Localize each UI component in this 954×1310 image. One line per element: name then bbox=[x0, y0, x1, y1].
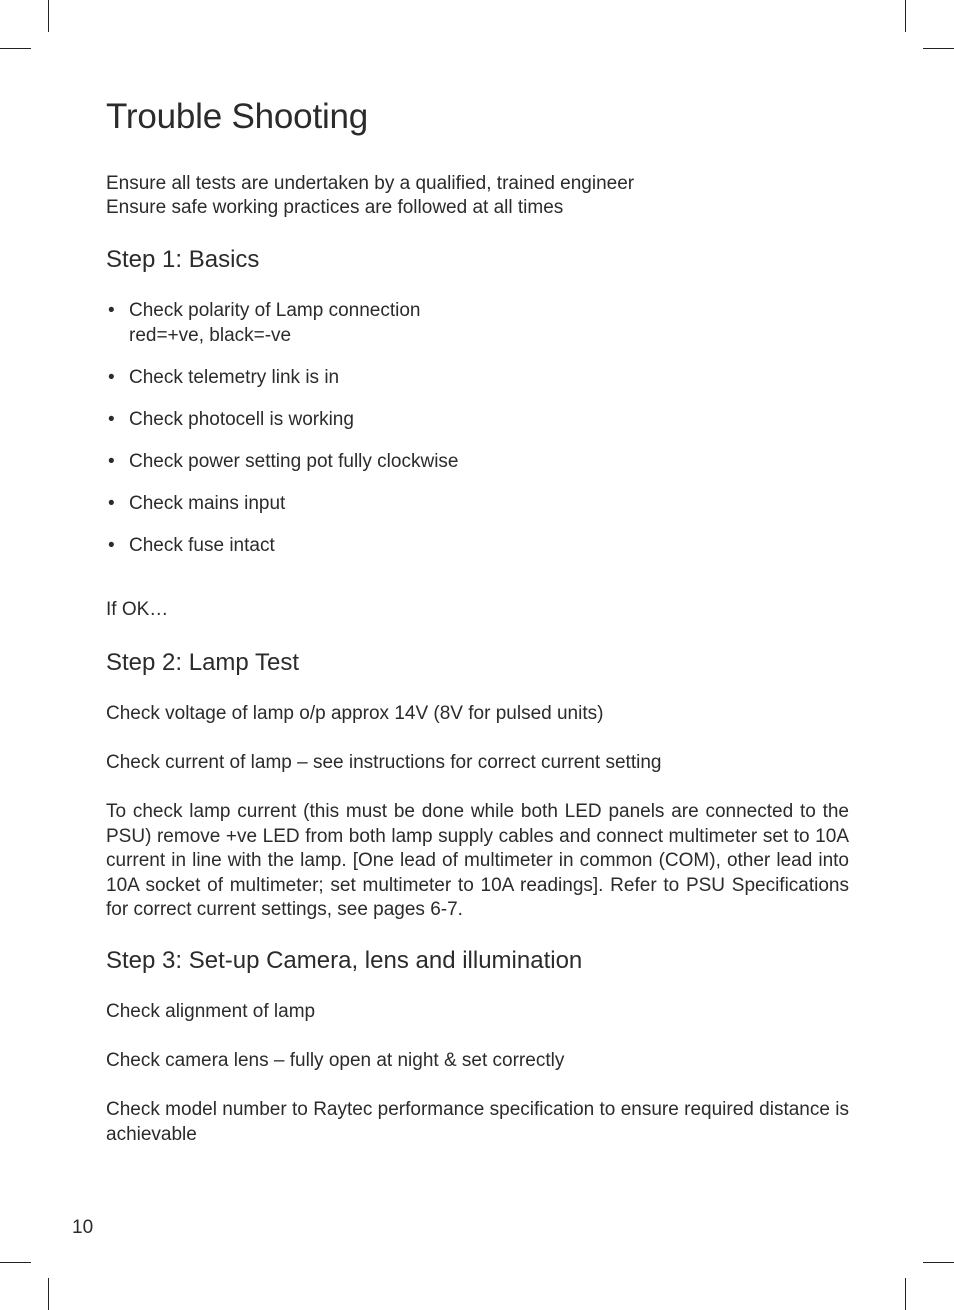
list-item bbox=[106, 408, 458, 433]
step2-paragraph: To check lamp current (this must be done while both LED panels are connected to the PSU) remove +ve LED from both lamp supply cables and connect multimeter set to 10A current in line with the lamp. [One lead of multimeter in common (COM), other lead into 10A socket of multimeter; set multimeter to 10A readings]. Refer to PSU Specifications for correct current settings, see pages 6-7. bbox=[106, 801, 849, 920]
step3-paragraph: Check model number to Raytec performance specification to ensure required distance is achievable bbox=[106, 1099, 849, 1145]
list-item-text: Check mains input bbox=[129, 492, 286, 514]
list-item-text: Check fuse intact bbox=[129, 534, 275, 556]
list-item-text: Check power setting pot fully clockwise bbox=[129, 450, 459, 472]
bullet-icon: • bbox=[108, 534, 115, 556]
intro-text bbox=[106, 172, 634, 220]
page-title: Trouble Shooting bbox=[106, 97, 369, 136]
step2-paragraph: Check voltage of lamp o/p approx 14V (8V for pulsed units) bbox=[106, 703, 604, 724]
list-item bbox=[106, 299, 458, 348]
step3-heading: Step 3: Set-up Camera, lens and illumination bbox=[106, 947, 583, 974]
bullet-icon: • bbox=[108, 450, 115, 472]
list-item-text: Check polarity of Lamp connection bbox=[129, 300, 421, 321]
step1-heading: Step 1: Basics bbox=[106, 246, 260, 273]
list-item bbox=[106, 492, 458, 517]
list-item-text: Check photocell is working bbox=[129, 408, 354, 430]
page-number: 10 bbox=[72, 1217, 94, 1238]
step1-followup: If OK… bbox=[106, 599, 169, 620]
crop-mark bbox=[48, 0, 49, 32]
crop-mark bbox=[923, 1262, 954, 1263]
crop-mark bbox=[905, 0, 906, 32]
list-item bbox=[106, 366, 458, 391]
crop-mark bbox=[48, 1278, 49, 1310]
step2-paragraph: Check current of lamp – see instructions for correct current setting bbox=[106, 752, 662, 773]
step2-heading: Step 2: Lamp Test bbox=[106, 649, 300, 676]
bullet-icon: • bbox=[108, 492, 115, 514]
crop-mark bbox=[905, 1278, 906, 1310]
list-item-text: Check telemetry link is in bbox=[129, 366, 340, 388]
intro-line: Ensure safe working practices are followed at all times bbox=[106, 197, 564, 218]
list-item-subtext: red=+ve, black=-ve bbox=[129, 324, 292, 346]
step3-paragraph: Check camera lens – fully open at night & set correctly bbox=[106, 1050, 565, 1071]
intro-line: Ensure all tests are undertaken by a qualified, trained engineer bbox=[106, 173, 635, 194]
step1-checklist bbox=[106, 299, 458, 576]
bullet-icon: • bbox=[108, 366, 115, 388]
step3-paragraph: Check alignment of lamp bbox=[106, 1001, 316, 1022]
crop-mark bbox=[0, 48, 31, 49]
bullet-icon: • bbox=[108, 300, 115, 321]
list-item bbox=[106, 450, 458, 475]
crop-mark bbox=[0, 1262, 31, 1263]
list-item bbox=[106, 534, 458, 559]
bullet-icon: • bbox=[108, 408, 115, 430]
crop-mark bbox=[923, 48, 954, 49]
